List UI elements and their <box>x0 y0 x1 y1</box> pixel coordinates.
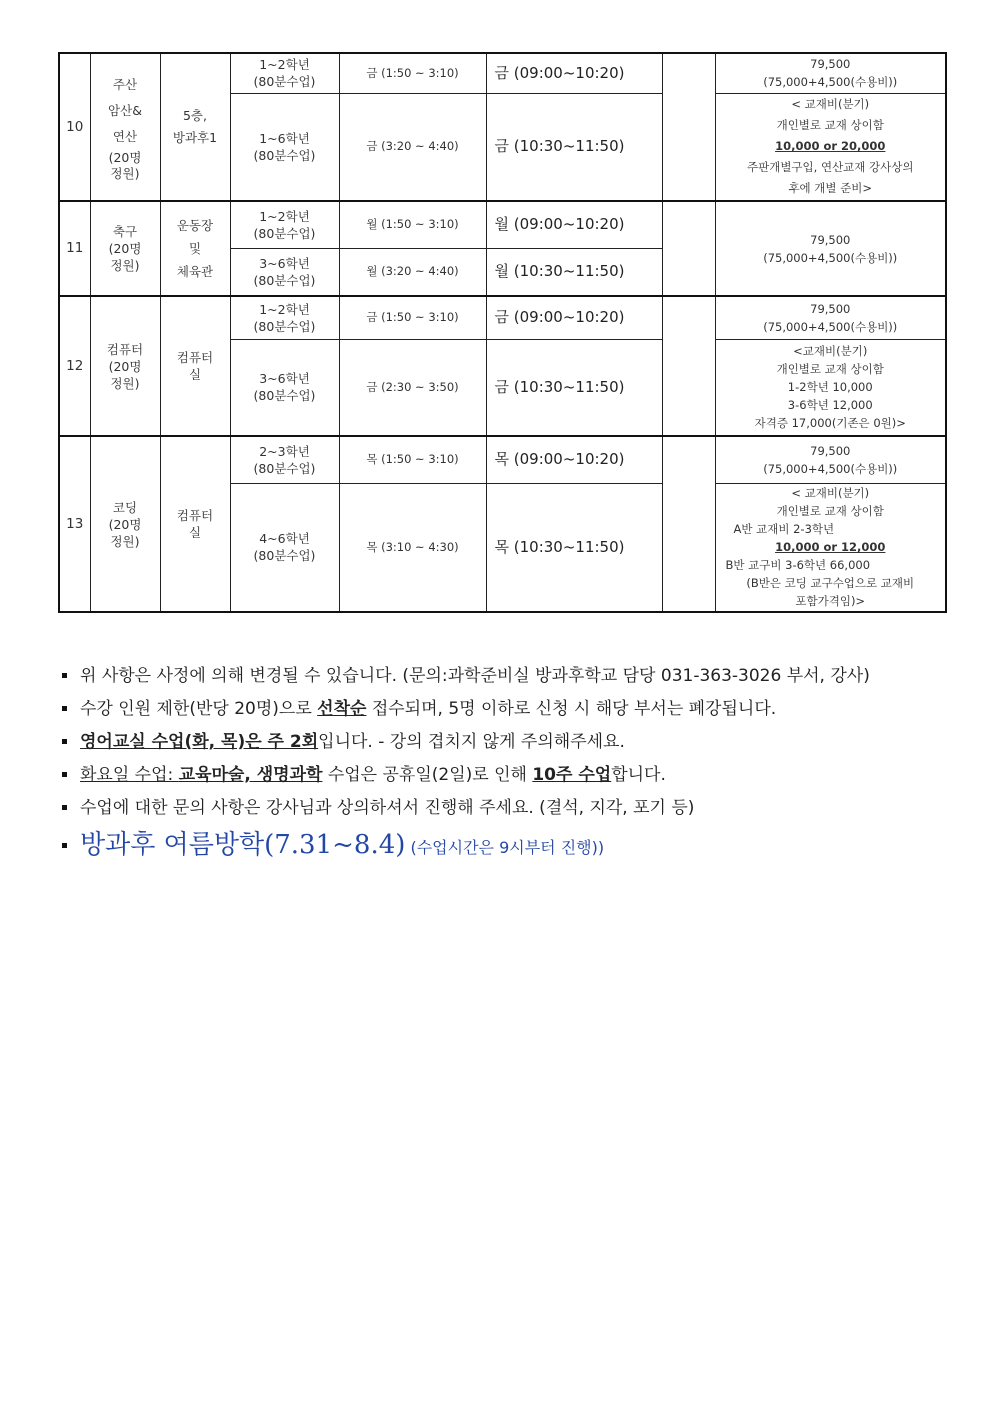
fee-breakdown: (75,000+4,500(수용비)) <box>763 75 898 90</box>
duration: (80분수업) <box>253 548 316 564</box>
note-text: 입니다. - 강의 겹치지 않게 주의해주세요. <box>318 732 625 752</box>
subject-line: 정원) <box>110 533 140 549</box>
note-item <box>60 660 940 693</box>
fee-amount: 79,500 <box>810 232 851 247</box>
fee-breakdown: (75,000+4,500(수용비)) <box>763 461 898 476</box>
time-cell: 월 (3:20 ~ 4:40) <box>339 248 486 296</box>
row-number: 11 <box>59 201 90 296</box>
vacation-time-cell: 월 (10:30~11:50) <box>486 248 662 296</box>
note-emphasis: 영어교실 수업(화, 목)은 주 2회 <box>80 732 319 752</box>
grade: 1~2학년 <box>259 57 310 73</box>
note-text: 수강 인원 제한(반당 20명)으로 <box>80 699 318 719</box>
fee-line: < 교재비(분기) <box>791 486 870 501</box>
textbook-fee-cell <box>715 483 946 612</box>
row-number: 10 <box>59 53 90 201</box>
grade-cell <box>230 248 339 296</box>
schedule-table-wrapper <box>58 52 947 613</box>
place-line: 5층, <box>182 108 207 123</box>
place-line: 및 <box>188 241 202 256</box>
vacation-time-cell: 금 (10:30~11:50) <box>486 339 662 436</box>
note-text: 수업은 공휴일(2일)로 인해 <box>322 765 533 785</box>
note-item <box>60 726 940 759</box>
grade-cell <box>230 483 339 612</box>
place-line: 컴퓨터 <box>176 350 214 365</box>
fee-cell <box>715 53 946 93</box>
duration: (80분수업) <box>253 272 316 288</box>
subject-cell <box>90 53 160 201</box>
fee-line: 개인별로 교재 상이함 <box>776 362 884 377</box>
note-item <box>60 759 940 792</box>
fee-line: A반 교재비 2-3학년 <box>733 522 835 537</box>
subject-line: (20명 <box>108 150 142 165</box>
fee-line: 자격증 17,000(기존은 0원)> <box>754 416 906 431</box>
place-line: 컴퓨터 <box>176 508 214 523</box>
time-cell: 목 (1:50 ~ 3:10) <box>339 436 486 483</box>
fee-line: 개인별로 교재 상이함 <box>776 118 884 133</box>
fee-cell <box>715 436 946 483</box>
textbook-fee-cell <box>715 339 946 436</box>
place-line: 운동장 <box>176 218 214 233</box>
grade: 3~6학년 <box>259 371 310 387</box>
fee-amount: 79,500 <box>810 443 851 458</box>
place-cell <box>160 201 230 296</box>
subject-line: 연산 <box>112 129 138 144</box>
place-cell <box>160 436 230 612</box>
textbook-fee-cell <box>715 93 946 201</box>
summer-vacation-note: (수업시간은 9시부터 진행)) <box>405 838 605 857</box>
note-text: 합니다. <box>611 765 666 785</box>
subject-line: (20명 <box>108 516 142 532</box>
empty-cell <box>662 436 715 612</box>
row-number: 13 <box>59 436 90 612</box>
place-line: 체육관 <box>176 264 214 279</box>
vacation-time-cell: 목 (09:00~10:20) <box>486 436 662 483</box>
fee-cell <box>715 201 946 296</box>
subject-line: 정원) <box>110 258 140 273</box>
subject-line: (20명 <box>108 358 142 374</box>
grade: 2~3학년 <box>259 443 310 459</box>
subject-line: 정원) <box>110 375 140 391</box>
note-emphasis: 10주 수업 <box>532 765 612 785</box>
place-line: 실 <box>188 525 202 540</box>
empty-cell <box>662 53 715 201</box>
place-cell <box>160 296 230 436</box>
grade-cell <box>230 201 339 248</box>
fee-line: 10,000 or 12,000 <box>775 540 886 555</box>
fee-amount: 79,500 <box>810 301 851 316</box>
note-emphasis: 선착순 <box>317 699 367 719</box>
grade: 1~2학년 <box>259 208 310 224</box>
grade: 3~6학년 <box>259 255 310 271</box>
fee-amount: 79,500 <box>810 57 851 72</box>
fee-line: 포함가격임)> <box>795 594 866 609</box>
grade-cell <box>230 53 339 93</box>
vacation-time-cell: 월 (09:00~10:20) <box>486 201 662 248</box>
fee-line: 후에 개별 준비> <box>788 181 873 196</box>
time-cell: 금 (1:50 ~ 3:10) <box>339 296 486 339</box>
place-cell <box>160 53 230 201</box>
grade-cell <box>230 93 339 201</box>
note-emphasis: 교육마술, 생명과학 <box>178 765 323 785</box>
note-text: 접수되며, 5명 이하로 신청 시 해당 부서는 폐강됩니다. <box>366 699 777 719</box>
place-line: 방과후1 <box>172 130 218 145</box>
fee-line: 3-6학년 12,000 <box>787 398 873 413</box>
fee-line: 개인별로 교재 상이함 <box>776 504 884 519</box>
fee-line: B반 교구비 3-6학년 66,000 <box>725 558 871 573</box>
grade-cell <box>230 436 339 483</box>
subject-line: 축구 <box>112 224 138 239</box>
time-cell: 월 (1:50 ~ 3:10) <box>339 201 486 248</box>
fee-breakdown: (75,000+4,500(수용비)) <box>763 319 898 334</box>
fee-line: <교재비(분기) <box>793 344 868 359</box>
notes-list <box>60 660 940 868</box>
empty-cell <box>662 201 715 296</box>
duration: (80분수업) <box>253 225 316 241</box>
grade: 4~6학년 <box>259 531 310 547</box>
subject-line: 컴퓨터 <box>106 341 144 357</box>
subject-line: 코딩 <box>112 499 138 515</box>
subject-line: 주산 <box>112 77 138 92</box>
table-row <box>59 436 946 483</box>
time-cell: 금 (1:50 ~ 3:10) <box>339 53 486 93</box>
fee-line: < 교재비(분기) <box>791 97 870 112</box>
subject-cell <box>90 436 160 612</box>
fee-breakdown: (75,000+4,500(수용비)) <box>763 250 898 265</box>
subject-line: 암산& <box>108 103 142 118</box>
fee-line: 10,000 or 20,000 <box>775 139 886 154</box>
table-row <box>59 53 946 93</box>
subject-cell <box>90 201 160 296</box>
duration: (80분수업) <box>253 388 316 404</box>
vacation-time-cell: 목 (10:30~11:50) <box>486 483 662 612</box>
table-row <box>59 201 946 248</box>
note-item <box>60 792 940 825</box>
summer-vacation-title: 방과후 여름방학(7.31~8.4) <box>80 830 406 860</box>
subject-cell <box>90 296 160 436</box>
fee-cell <box>715 296 946 339</box>
empty-cell <box>662 296 715 436</box>
time-cell: 금 (3:20 ~ 4:40) <box>339 93 486 201</box>
schedule-table <box>58 52 947 613</box>
note-text: 화요일 수업: <box>80 765 179 785</box>
fee-line: (B반은 코딩 교구수업으로 교재비 <box>746 576 915 591</box>
place-line: 실 <box>188 367 202 382</box>
grade: 1~2학년 <box>259 301 310 317</box>
grade-cell <box>230 296 339 339</box>
note-item-highlight <box>60 825 940 868</box>
duration: (80분수업) <box>253 74 316 90</box>
grade-cell <box>230 339 339 436</box>
vacation-time-cell: 금 (10:30~11:50) <box>486 93 662 201</box>
grade: 1~6학년 <box>259 130 310 146</box>
time-cell: 목 (3:10 ~ 4:30) <box>339 483 486 612</box>
vacation-time-cell: 금 (09:00~10:20) <box>486 296 662 339</box>
vacation-time-cell: 금 (09:00~10:20) <box>486 53 662 93</box>
fee-line: 주판개별구입, 연산교재 강사상의 <box>747 160 914 175</box>
note-text: 수업에 대한 문의 사항은 강사님과 상의하셔서 진행해 주세요. (결석, 지각, 포기 등) <box>80 798 695 818</box>
duration: (80분수업) <box>253 460 316 476</box>
time-cell: 금 (2:30 ~ 3:50) <box>339 339 486 436</box>
note-text: 위 사항은 사정에 의해 변경될 수 있습니다. (문의:과학준비실 방과후학교 담당 031-363-3026 부서, 강사) <box>80 666 870 686</box>
fee-line: 1-2학년 10,000 <box>787 380 873 395</box>
duration: (80분수업) <box>253 147 316 163</box>
subject-line: (20명 <box>108 241 142 256</box>
note-item <box>60 693 940 726</box>
table-row <box>59 296 946 339</box>
row-number: 12 <box>59 296 90 436</box>
duration: (80분수업) <box>253 318 316 334</box>
subject-line: 정원) <box>110 166 140 181</box>
